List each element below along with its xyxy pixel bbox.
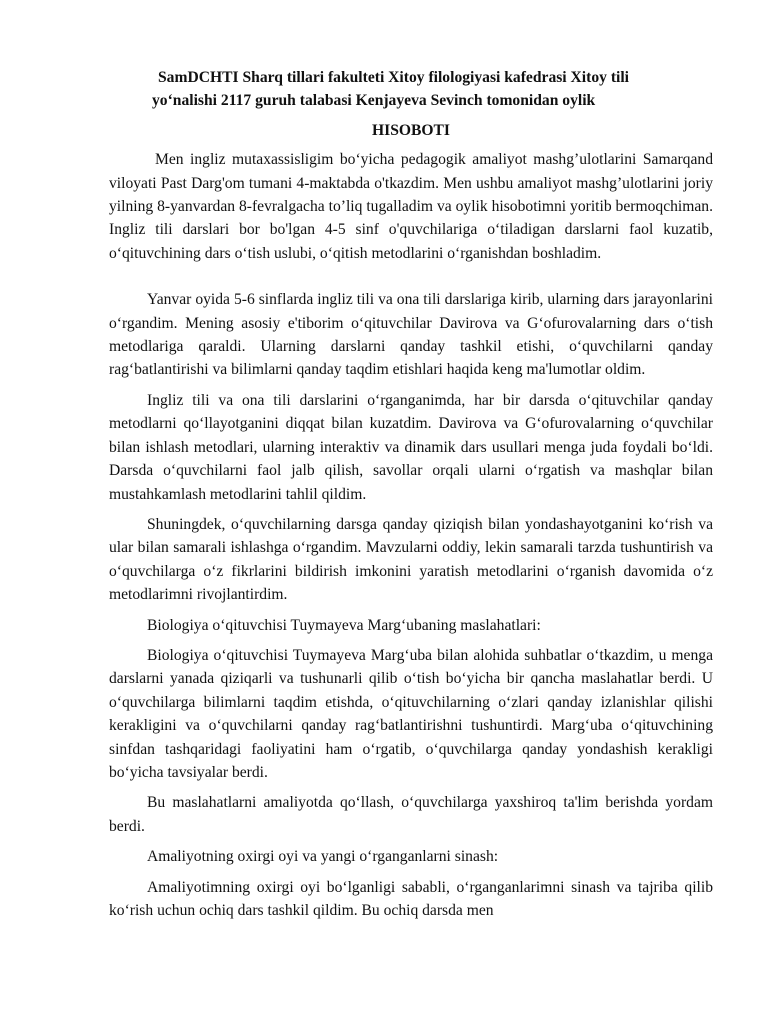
section-heading-biology-advice: Biologiya o‘qituvchisi Tuymayeva Marg‘ubaning maslahatlari: — [147, 616, 541, 634]
report-heading-line-1: SamDCHTI Sharq tillari fakulteti Xitoy filologiyasi kafedrasi Xitoy tili — [158, 69, 630, 86]
paragraph-1: Men ingliz mutaxassisligim bo‘yicha pedagogik amaliyot mashg’ulotlarini Samarqand viloyati Past Darg'om tumani 4-maktabda o'tkazdim. Men ushbu amaliyot mashg’ulotlarini joriy yilning 8-yanvardan 8-fevralgacha to’liq tugalladim va oylik hisobotimni yoritib bermoqchiman. Ingliz tili darslari bor bo'lgan 4-5 sinf o'quvchilariga o‘tiladigan darslarni faol kuzatib, o‘qituvchining dars o‘tish uslubi, o‘qitish metodlarini o‘rganishdan boshladim. — [109, 151, 713, 262]
paragraph-5: Biologiya o‘qituvchisi Tuymayeva Marg‘uba bilan alohida suhbatlar o‘tkazdim, u menga darslarni yanada qiziqarli va tushunarli qilib o‘tish bo‘yicha bir qancha maslahatlar berdi. U o‘quvchilarga bilimlarni taqdim etishda, o‘qituvchilarning o‘zlari qanday izlanishlar qilishi kerakligini va o‘quvchilarni qanday rag‘batlantirishni tushuntirdi. Marg‘uba o‘qituvchining sinfdan tashqaridagi faoliyatini ham o‘rgatib, o‘quvchilarga qanday yondashish kerakligi bo‘yicha tavsiyalar berdi. — [109, 646, 713, 781]
paragraph-2: Yanvar oyida 5-6 sinflarda ingliz tili va ona tili darslariga kirib, ularning dars jarayonlarini o‘rgandim. Mening asosiy e'tiborim o‘qituvchilar Davirova va G‘ofurovalarning dars o‘tish metodlariga qaraldi. Ularning darslarni qanday tashkil etishi, o‘quvchilarni qanday rag‘batlantirishi va bilimlarni qanday taqdim etishlari haqida keng ma'lumotlar oldim. — [109, 291, 713, 379]
paragraph-6: Bu maslahatlarni amaliyotda qo‘llash, o‘quvchilarga yaxshiroq ta'lim berishda yordam berdi. — [109, 794, 713, 835]
report-title: HISOBOTI — [372, 121, 450, 139]
paragraph-4: Shuningdek, o‘quvchilarning darsga qanday qiziqish bilan yondashayotganini ko‘rish va ular bilan samarali ishlashga o‘rgandim. Mavzularni oddiy, lekin samarali tarzda tushuntirish va o‘quvchilarga o‘z fikrlarini bildirish imkonini yaratish metodlarini o‘rganish davomida o‘z metodlarimni rivojlantirdim. — [109, 515, 713, 604]
paragraph-7: Amaliyotimning oxirgi oyi bo‘lganligi sababli, o‘rganganlarimni sinash va tajriba qilib ko‘rish uchun ochiq dars tashkil qildim. Bu ochiq darsda men — [109, 878, 713, 919]
blank-line — [109, 272, 713, 288]
section-heading-final-month: Amaliyotning oxirgi oyi va yangi o‘rganganlarni sinash: — [147, 848, 499, 866]
document-page — [109, 66, 713, 929]
paragraph-3: Ingliz tili va ona tili darslarini o‘rganganimda, har bir darsda o‘qituvchilar qanday metodlarni qo‘llayotganini diqqat bilan kuzatdim. Davirova va G‘ofurovalarning o‘quvchilar bilan ishlash metodlari, ularning interaktiv va dinamik dars usullari menga juda foydali bo‘ldi. Darsda o‘quvchilarni faol jalb qilish, savollar orqali ularni o‘rgatish va mashqlar bilan mustahkamlash metodlarini tahlil qildim. — [109, 391, 713, 503]
report-heading-line-2: yo‘nalishi 2117 guruh talabasi Kenjayeva Sevinch tomonidan oylik — [152, 92, 596, 110]
